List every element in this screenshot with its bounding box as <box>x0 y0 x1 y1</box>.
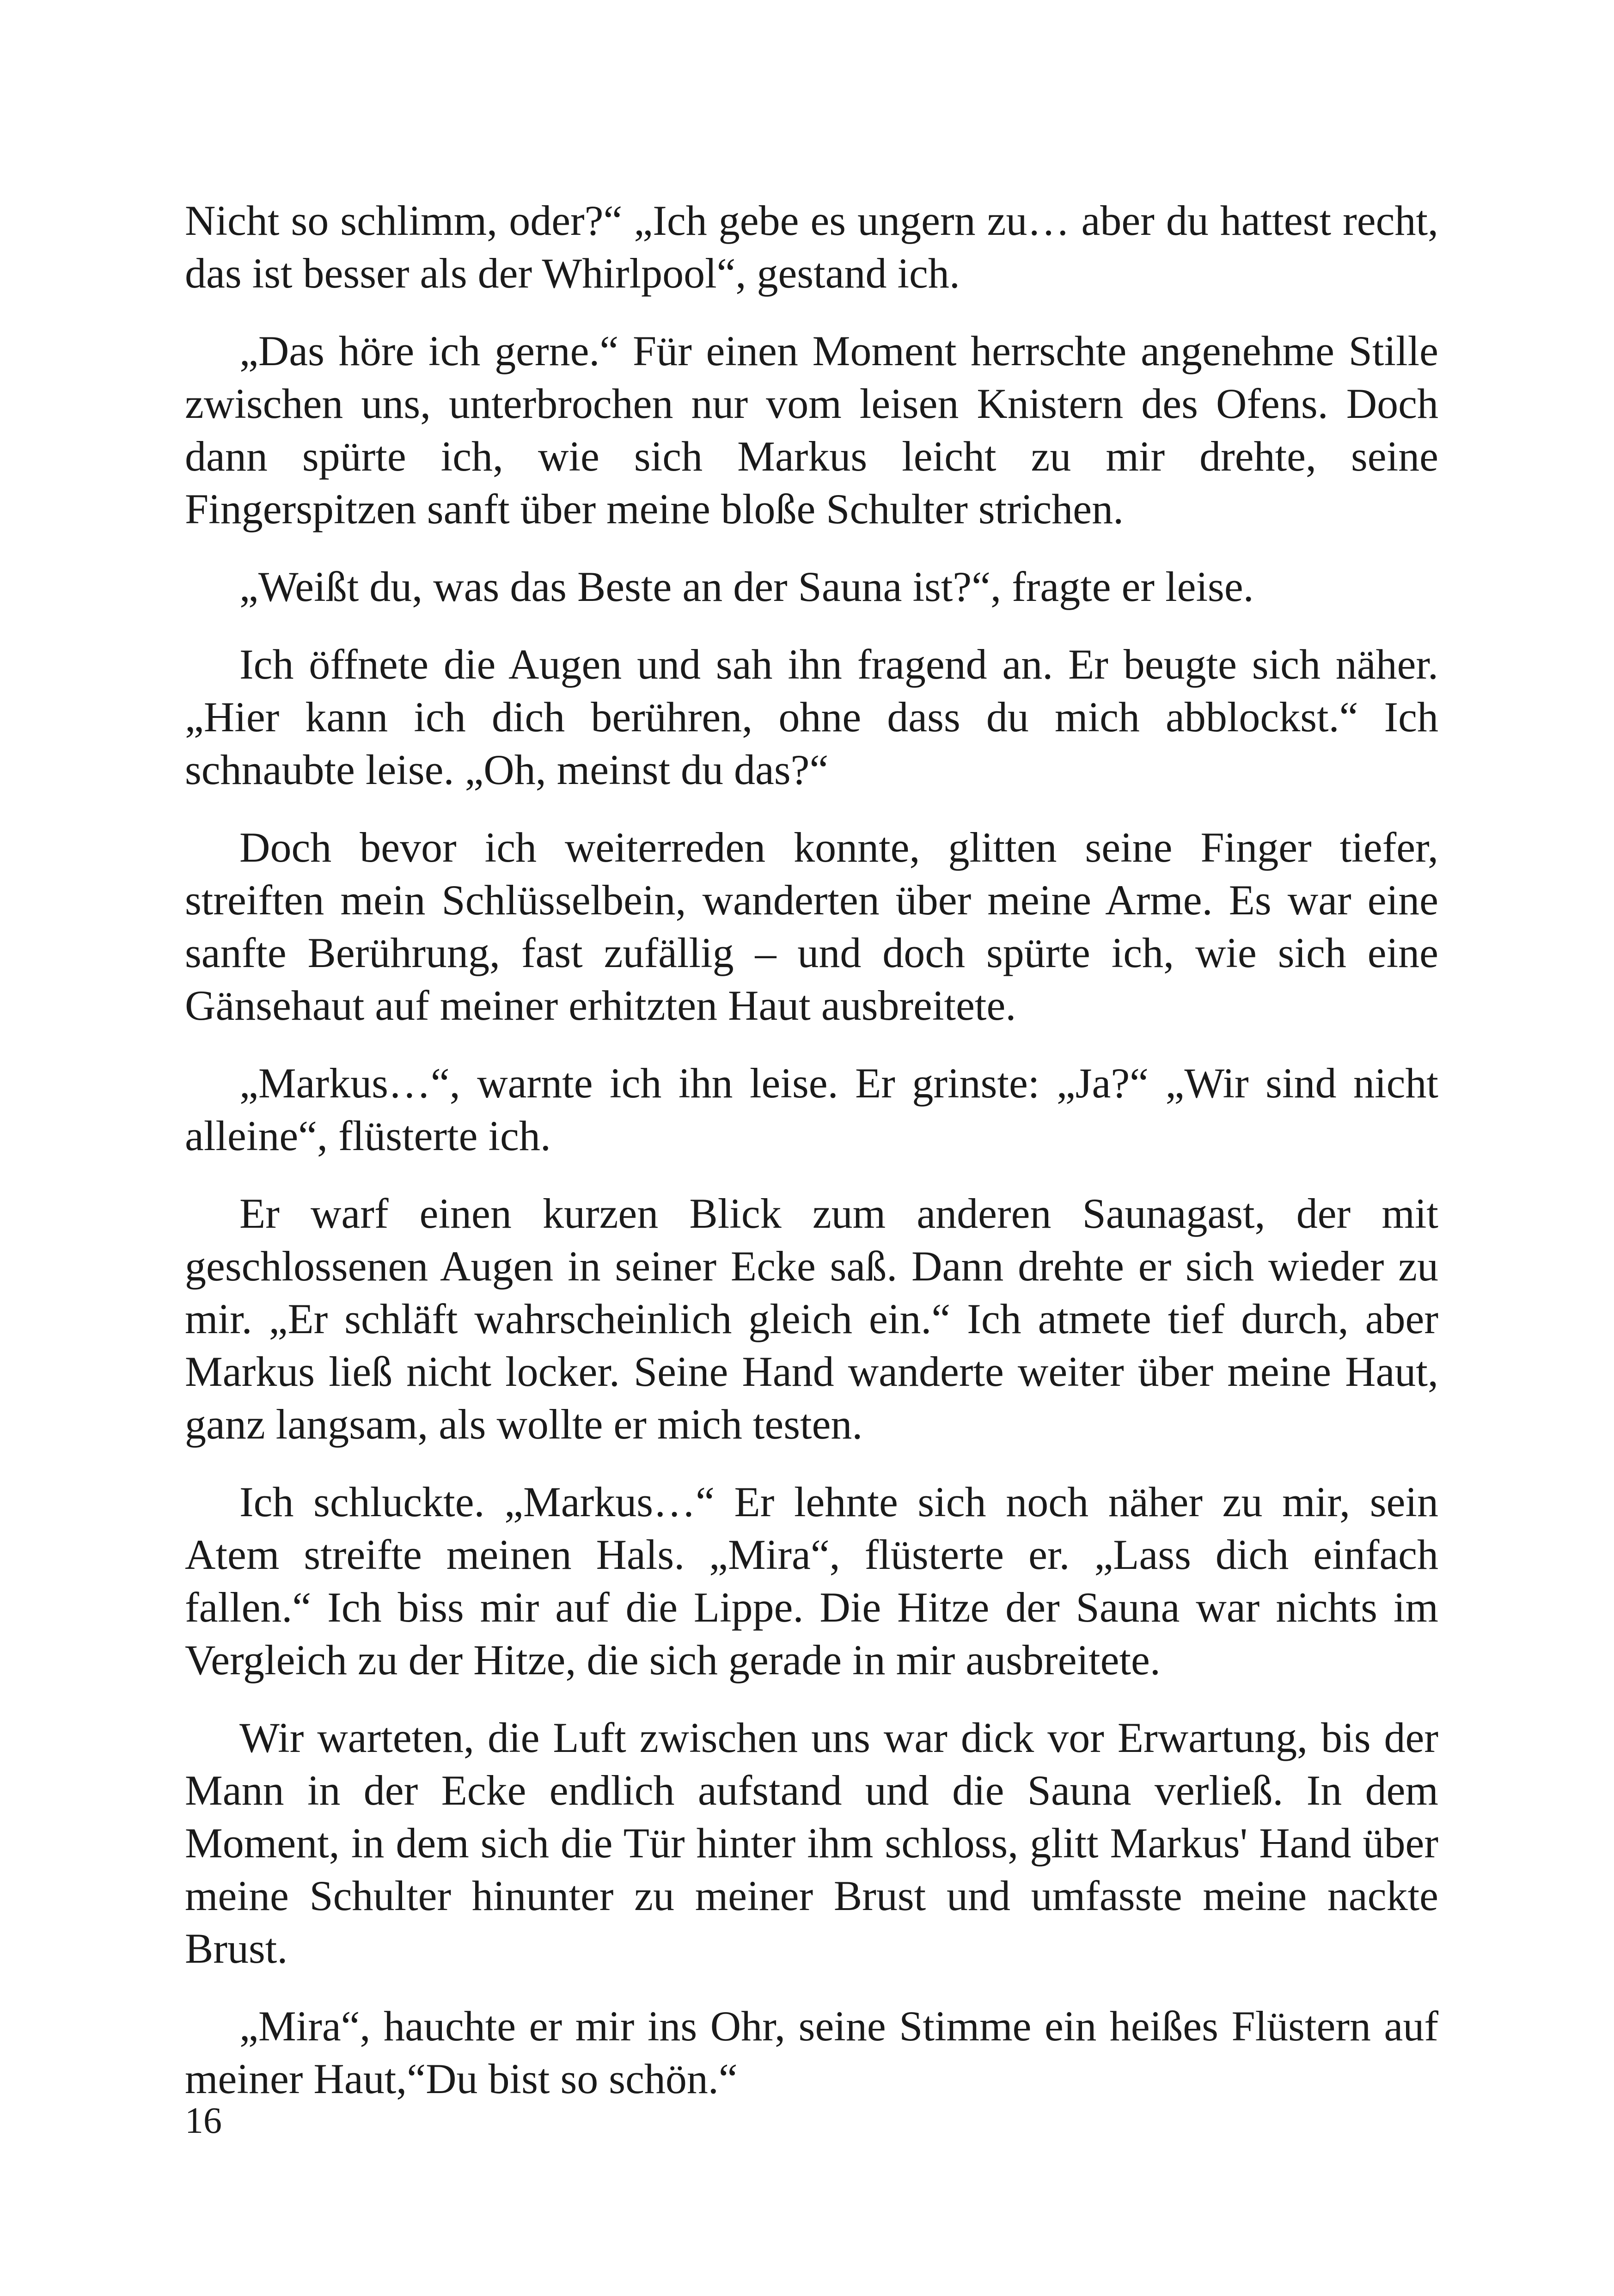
page-number: 16 <box>185 2100 222 2141</box>
paragraph: „Das höre ich gerne.“ Für einen Moment herrschte angenehme Stille zwischen uns, unterbrochen nur vom leisen Knistern des Ofens. Doch dann spürte ich, wie sich Markus leicht zu mir drehte, seine Fingerspitzen sanft über meine bloße Schulter strichen. <box>185 327 1438 533</box>
body-text <box>185 194 1438 2130</box>
paragraph: Doch bevor ich weiterreden konnte, glitten seine Finger tiefer, streiften mein Schlüsselbein, wanderten über meine Arme. Es war eine sanfte Berührung, fast zufällig – und doch spürte ich, wie sich eine Gänsehaut auf meiner erhitzten Haut ausbreitete. <box>185 824 1438 1029</box>
paragraph: Ich schluckte. „Markus…“ Er lehnte sich noch näher zu mir, sein Atem streifte meinen Hals. „Mira“, flüsterte er. „Lass dich einfach fallen.“ Ich biss mir auf die Lippe. Die Hitze der Sauna war nichts im Vergleich zu der Hitze, die sich gerade in mir ausbreitete. <box>185 1478 1438 1684</box>
paragraph: „Weißt du, was das Beste an der Sauna ist?“, fragte er leise. <box>239 563 1254 610</box>
paragraph: „Markus…“, warnte ich ihn leise. Er grinste: „Ja?“ „Wir sind nicht alleine“, flüsterte ich. <box>185 1059 1438 1159</box>
paragraph: Er warf einen kurzen Blick zum anderen Saunagast, der mit geschlossenen Augen in seiner Ecke saß. Dann drehte er sich wieder zu mir. „Er schläft wahrscheinlich gleich ein.“ Ich atmete tief durch, aber Markus ließ nicht locker. Seine Hand wanderte weiter über meine Haut, ganz langsam, als wollte er mich testen. <box>185 1190 1438 1448</box>
paragraph: Nicht so schlimm, oder?“ „Ich gebe es ungern zu… aber du hattest recht, das ist besser als der Whirlpool“, gestand ich. <box>185 197 1438 297</box>
paragraph: Wir warteten, die Luft zwischen uns war dick vor Erwartung, bis der Mann in der Ecke endlich aufstand und die Sauna verließ. In dem Moment, in dem sich die Tür hinter ihm schloss, glitt Markus' Hand über meine Schulter hinunter zu meiner Brust und umfasste meine nackte Brust. <box>185 1714 1438 1972</box>
paragraph: „Mira“, hauchte er mir ins Ohr, seine Stimme ein heißes Flüstern auf meiner Haut,“Du bist so schön.“ <box>185 2002 1438 2102</box>
paragraph: Ich öffnete die Augen und sah ihn fragend an. Er beugte sich näher. „Hier kann ich dich berühren, ohne dass du mich abblockst.“ Ich schnaubte leise. „Oh, meinst du das?“ <box>185 641 1438 793</box>
